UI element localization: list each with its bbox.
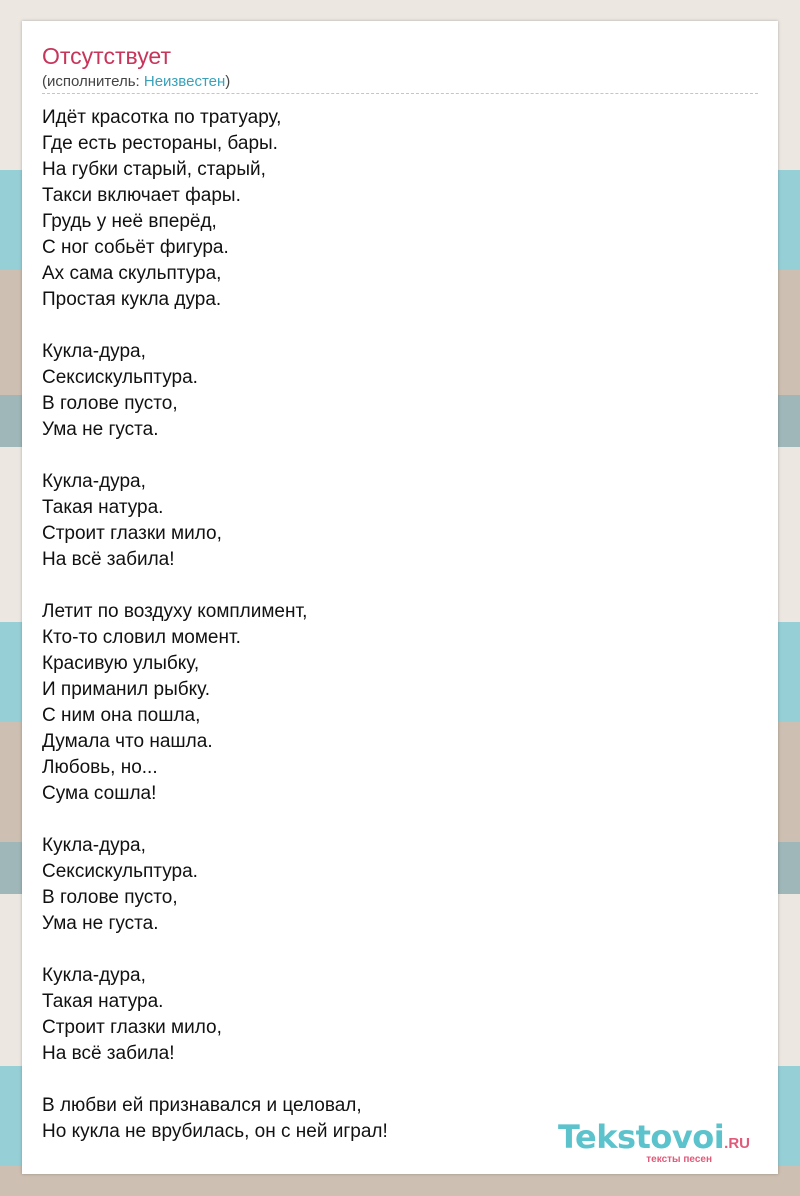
lyric-line: С ног собьёт фигура. (42, 237, 229, 258)
lyric-line: Кто-то словил момент. (42, 627, 241, 648)
lyric-line: На губки старый, старый, (42, 159, 266, 180)
lyric-line: С ним она пошла, (42, 705, 201, 726)
lyrics-text (42, 105, 388, 1145)
lyric-line: Такси включает фары. (42, 185, 241, 206)
lyric-line: Ума не густа. (42, 913, 159, 934)
lyric-line: В голове пусто, (42, 393, 178, 414)
lyric-line: Идёт красотка по тратуару, (42, 107, 282, 128)
title-separator (42, 93, 758, 94)
stanza-break (42, 1067, 388, 1093)
lyric-line: Где есть рестораны, бары. (42, 133, 278, 154)
lyric-line: На всё забила! (42, 549, 175, 570)
lyric-line: И приманил рыбку. (42, 679, 211, 700)
stanza-break (42, 443, 388, 469)
byline-suffix: ) (225, 73, 231, 90)
byline-prefix: (исполнитель: (42, 73, 144, 90)
lyric-line: Сексискульптура. (42, 861, 198, 882)
lyric-line: В любви ей признавался и целовал, (42, 1095, 362, 1116)
lyric-line: В голове пусто, (42, 887, 178, 908)
lyric-line: Сексискульптура. (42, 367, 198, 388)
lyric-line: Ума не густа. (42, 419, 159, 440)
lyric-line: Такая натура. (42, 991, 164, 1012)
lyric-line: На всё забила! (42, 1043, 175, 1064)
logo-tagline: тексты песен (646, 1154, 712, 1165)
lyric-line: Кукла-дура, (42, 471, 146, 492)
artist-link[interactable]: Неизвестен (143, 73, 226, 90)
lyric-line: Ах сама скульптура, (42, 263, 222, 284)
lyric-line: Грудь у неё вперёд, (42, 211, 217, 232)
lyric-line: Такая натура. (42, 497, 164, 518)
logo-tld: .RU (724, 1135, 750, 1152)
site-logo[interactable] (557, 1118, 750, 1165)
stanza-break (42, 313, 388, 339)
stanza-break (42, 937, 388, 963)
stanza-break (42, 573, 388, 599)
logo-name: Tekstovoi (557, 1118, 725, 1156)
lyric-line: Простая кукла дура. (42, 289, 222, 310)
lyric-line: Летит по воздуху комплимент, (42, 601, 308, 622)
lyric-line: Кукла-дура, (42, 341, 146, 362)
lyric-line: Любовь, но... (42, 757, 158, 778)
lyric-line: Сума сошла! (42, 783, 157, 804)
lyrics-card (22, 21, 778, 1174)
lyric-line: Красивую улыбку, (42, 653, 200, 674)
artist-byline (42, 73, 230, 90)
song-title: Отсутствует (42, 43, 171, 69)
lyric-line: Думала что нашла. (42, 731, 213, 752)
lyric-line: Строит глазки мило, (42, 1017, 222, 1038)
lyric-line: Кукла-дура, (42, 965, 146, 986)
lyric-line: Но кукла не врубилась, он с ней играл! (42, 1121, 388, 1142)
lyric-line: Строит глазки мило, (42, 523, 222, 544)
stanza-break (42, 807, 388, 833)
lyric-line: Кукла-дура, (42, 835, 146, 856)
